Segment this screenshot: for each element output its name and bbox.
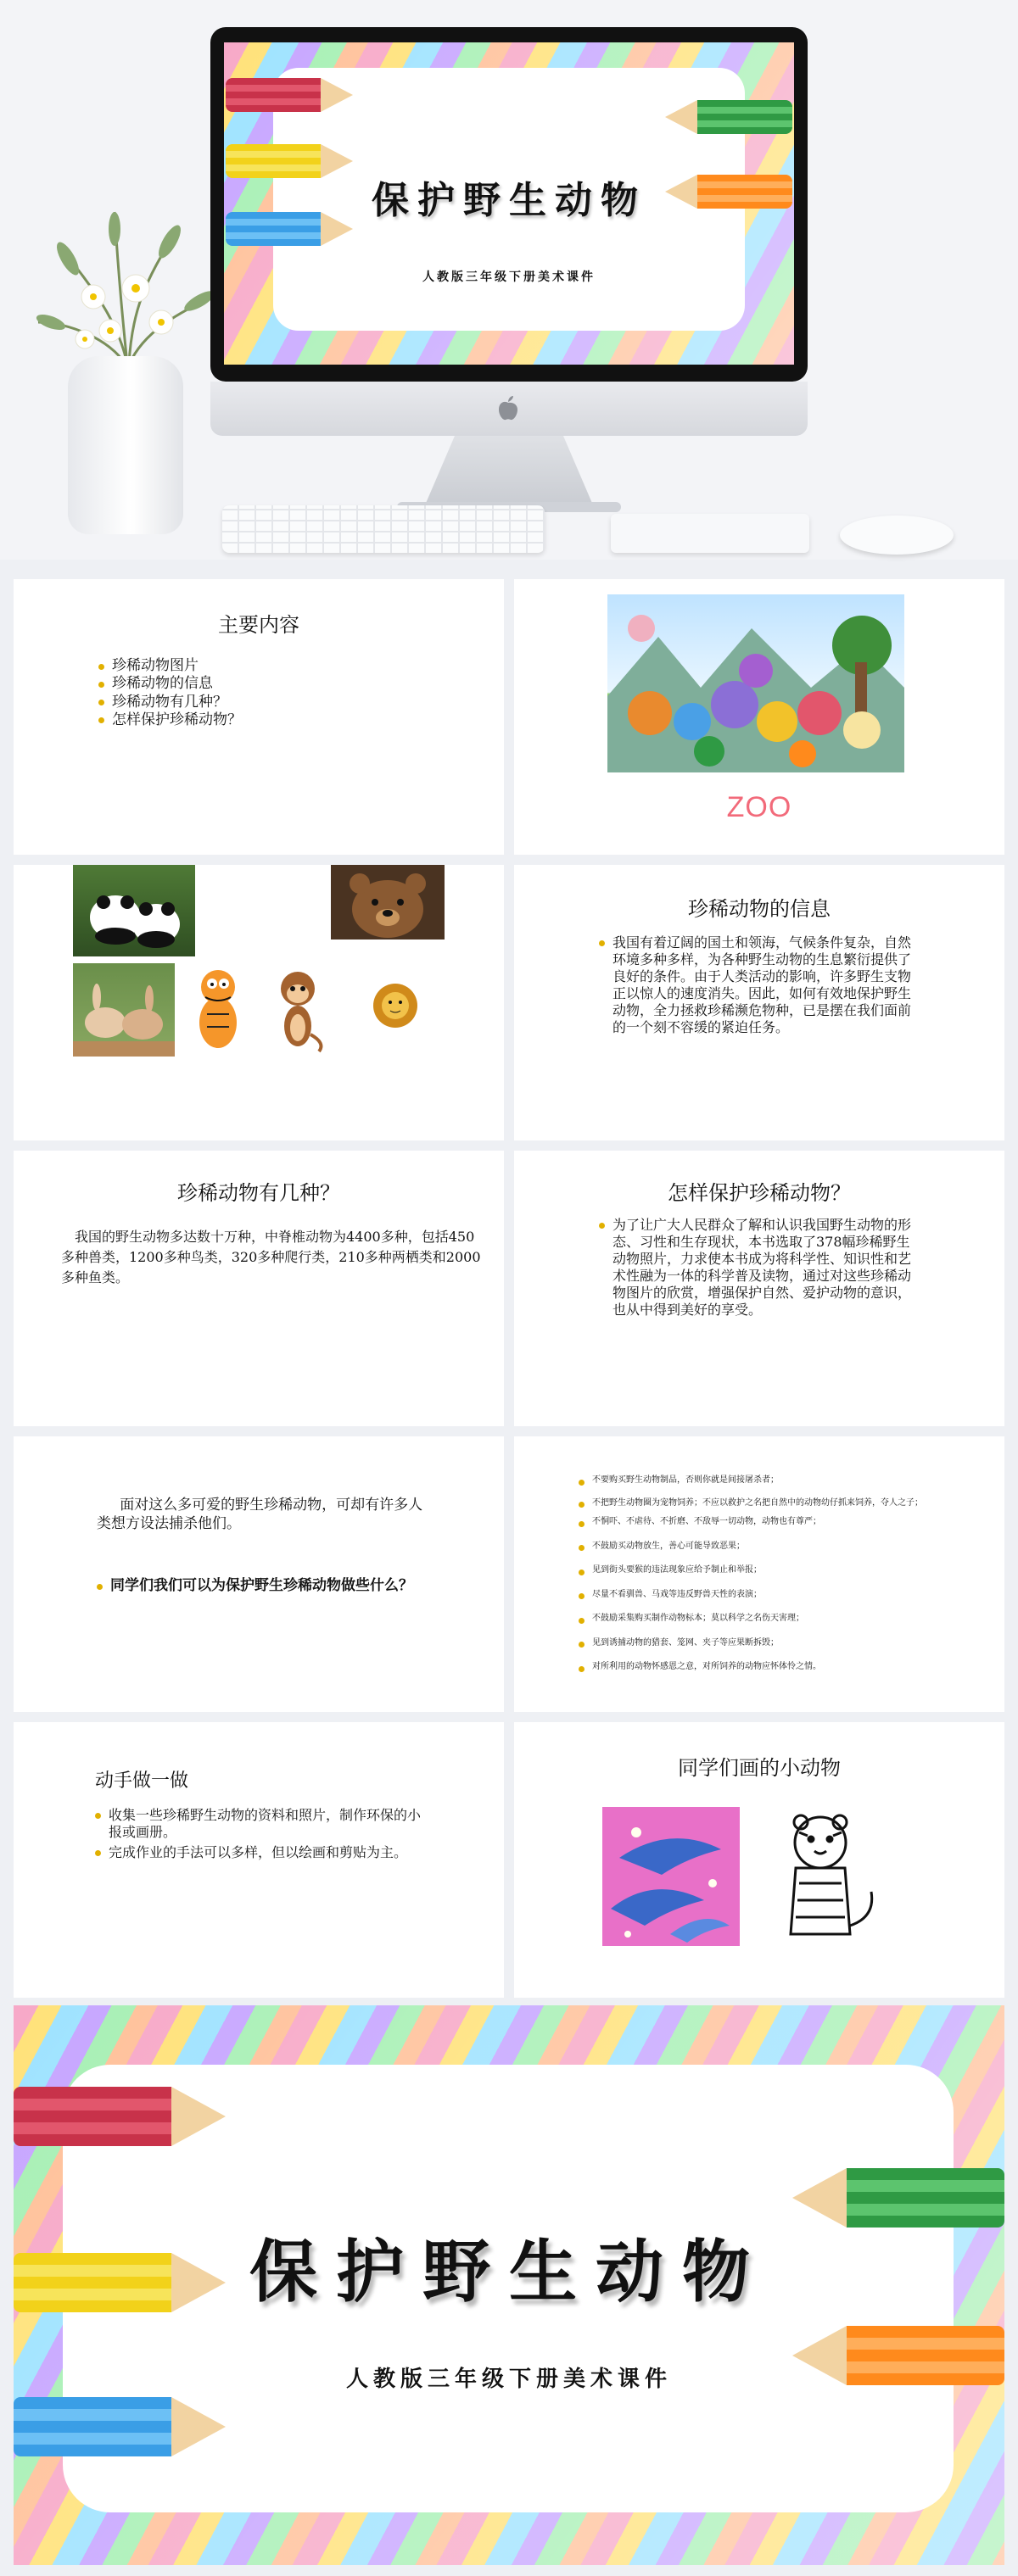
slide-title: 同学们画的小动物 [678,1756,841,1780]
hero-mockup [0,0,1018,560]
list-item: 不把野生动物圈为宠物饲养；不应以救护之名把自然中的动物幼仔抓来饲养，夺人之子； [579,1498,960,1509]
rules-list [579,1475,960,1673]
slide-handson [14,1722,504,1998]
slide-title: 珍稀动物的信息 [688,897,831,921]
list-item: 收集一些珍稀野生动物的资料和照片，制作环保的小报或画册。 [95,1807,426,1841]
panda-photo [73,865,195,956]
list-item: 完成作业的手法可以多样，但以绘画和剪贴为主。 [95,1844,426,1861]
question-list [97,1577,445,1595]
handson-list [95,1807,426,1861]
list-item: 同学们我们可以为保护野生珍稀动物做些什么？ [97,1577,445,1595]
list-item: 我国有着辽阔的国土和领海，气候条件复杂，自然环境多种多样，为各种野生动物的生息繁衍提供了良好的条件。由于人类活动的影响，许多野生支物正以惊人的速度消失。因此，如何有效地保护野生动物，全力拯救珍稀濒危物种，已是摆在我们面前的一个刻不容缓的紧迫任务。 [599,934,921,1036]
white-vase [68,356,183,534]
list-item: 为了让广大人民群众了解和认识我国野生动物的形态、习性和生存现状，本书选取了378幅珍稀野生动物照片，力求使本书成为将科学性、知识性和艺术性融为一体的科学普及读物，通过对这些珍稀动物图片的欣赏，增强保护自然、爱护动物的意识，也从中得到美好的享受。 [599,1217,921,1319]
list-item: 见到诱捕动物的猎套、笼网、夹子等应果断拆毁； [579,1638,960,1649]
info-list [599,934,921,1036]
list-item: 尽量不看驯兽、马戏等违反野兽天性的表演； [579,1590,960,1601]
slide-animal-photos [14,865,504,1140]
slide-question [14,1436,504,1712]
flower-plant-illustration [34,195,221,365]
cover-subtitle-small: 人教版三年级下册美术课件 [422,270,596,284]
cover-slide [14,2005,1004,2565]
question-paragraph: 面对这么多可爱的野生珍稀动物，可却有许多人类想方设法捕杀他们。 [97,1497,423,1533]
slide-info [514,865,1004,1140]
list-item: 珍稀动物的信息 [98,675,242,693]
list-item: 不鼓励买动物放生，善心可能导致恶果； [579,1542,960,1553]
slide-title: 珍稀动物有几种？ [177,1181,340,1205]
list-item: 不鼓励采集购买制作动物标本；莫以科学之名伤天害理； [579,1614,960,1625]
list-item: 不恫吓、不虐待、不折磨、不敌辱一切动物，动物也有尊严； [579,1517,960,1528]
cover-title-small: 保护野生动物 [372,179,646,222]
mouse [840,516,954,555]
pencil-red-icon [14,2087,226,2146]
apple-logo-icon [497,395,519,421]
cover-title: 保护野生动物 [249,2232,769,2311]
contents-list [98,657,242,729]
tiger-drawing [757,1807,884,1946]
list-item: 对所利用的动物怀感恩之意，对所饲养的动物应怀体怜之情。 [579,1662,960,1673]
pencil-red-icon [226,78,353,112]
slide-zoo [514,579,1004,855]
slide-title: 怎样保护珍稀动物？ [668,1181,851,1205]
list-item: 怎样保护珍稀动物？ [98,711,242,729]
garfield-cartoon [188,963,248,1057]
list-item: 珍稀动物图片 [98,657,242,675]
kinds-body: 我国的野生动物多达数十万种，中脊椎动物为4400多种，包括450多种兽类，1200多种鸟类，320多种爬行类，210多种两栖类和2000多种鱼类。 [61,1229,481,1285]
rabbits-photo [73,963,175,1057]
trackpad [611,514,809,553]
monitor [210,27,808,382]
keyboard [222,505,545,553]
list-item: 珍稀动物有几种？ [98,694,242,711]
monitor-stand [424,436,594,507]
dolphin-drawing [602,1807,740,1946]
list-item: 见到街头要猴的违法现象应给予制止和举报； [579,1565,960,1576]
cartoon-animals-illustration [607,594,904,772]
monitor-chin [210,382,808,436]
slide-kinds [14,1151,504,1426]
cover-slide-thumbnail [224,42,794,365]
protect-list [599,1217,921,1319]
slide-rules [514,1436,1004,1712]
zoo-label: ZOO [726,791,792,823]
slide-title: 动手做一做 [95,1770,189,1792]
slide-title: 主要内容 [218,613,299,637]
list-item: 不要购买野生动物制品，否则你就是间接屠杀者； [579,1475,960,1486]
monkey-cartoon [268,967,327,1055]
pencil-green-icon [665,100,792,134]
lion-cartoon [361,977,429,1036]
slide-protect [514,1151,1004,1426]
cover-subtitle: 人教版三年级下册美术课件 [345,2367,672,2392]
slide-contents [14,579,504,855]
pencil-blue-icon [14,2397,226,2456]
slide-drawings [514,1722,1004,1998]
bear-photo [331,865,445,940]
